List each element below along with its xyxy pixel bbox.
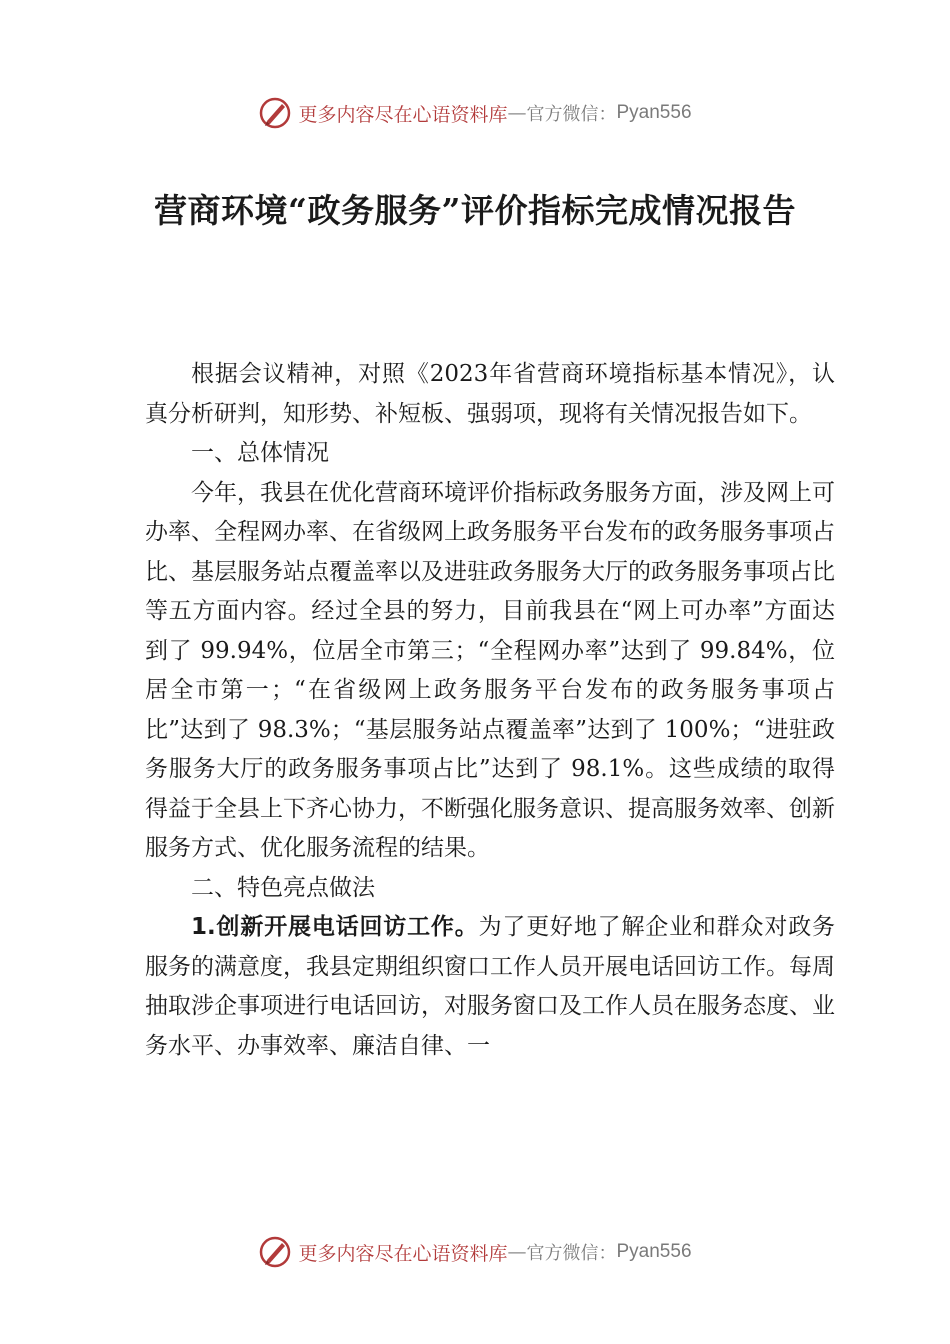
point-1-body: 为了更好地了解企业和群众对政务服务的满意度，我县定期组织窗口工作人员开展电话回访工作。每周抽取涉企事项进行电话回访，对服务窗口及工作人员在服务态度、业务水平、办事效率、廉洁自律、一 [145,914,836,1059]
section-heading-1: 一、总体情况 [191,440,329,466]
point-1-lead: 1.创新开展电话回访工作。 [191,914,479,940]
banner-text: 更多内容尽在心语资料库 [298,1242,508,1265]
banner-dash: — [507,102,527,124]
section-heading-2: 二、特色亮点做法 [191,874,375,901]
banner-text: 更多内容尽在心语资料库 [298,103,508,126]
footer-banner [0,1232,950,1272]
banner-dash: — [507,1241,527,1263]
point-1-paragraph [145,908,835,1066]
pen-seal-icon [258,1235,292,1269]
document-body [145,355,835,1066]
document-title: 营商环境“政务服务”评价指标完成情况报告 [154,191,796,230]
overview-paragraph: 今年，我县在优化营商环境评价指标政务服务方面，涉及网上可办率、全程网办率、在省级网上政务服务平台发布的政务服务事项占比、基层服务站点覆盖率以及进驻政务服务大厅的政务服务事项占比等五方面内容。经过全县的努力，目前我县在“网上可办率”方面达到了 99.94%，位居全市第三；“全程网办率”达到了 99.84%，位居全市第一；“在省级网上政务服务平台发布的政务服务事项占比”达到了 98.3%；“基层服务站点覆盖率”达到了 100%；“进驻政务服务大厅的政务服务事项占比”达到了 98.1%。这些成绩的取得得益于全县上下齐心协力，不断强化服务意识、提高服务效率、创新服务方式、优化服务流程的结果。 [145,479,835,861]
banner-wechat-id: Pyan556 [616,1241,692,1262]
intro-paragraph: 根据会议精神，对照《2023年省营商环境指标基本情况》，认真分析研判，知形势、补短板、强弱项，现将有关情况报告如下。 [145,361,835,427]
banner-wechat-label: 官方微信： [526,104,617,125]
header-banner [0,93,950,133]
banner-wechat-label: 官方微信： [526,1243,617,1264]
banner-wechat-id: Pyan556 [616,102,692,123]
pen-seal-icon [258,96,292,130]
